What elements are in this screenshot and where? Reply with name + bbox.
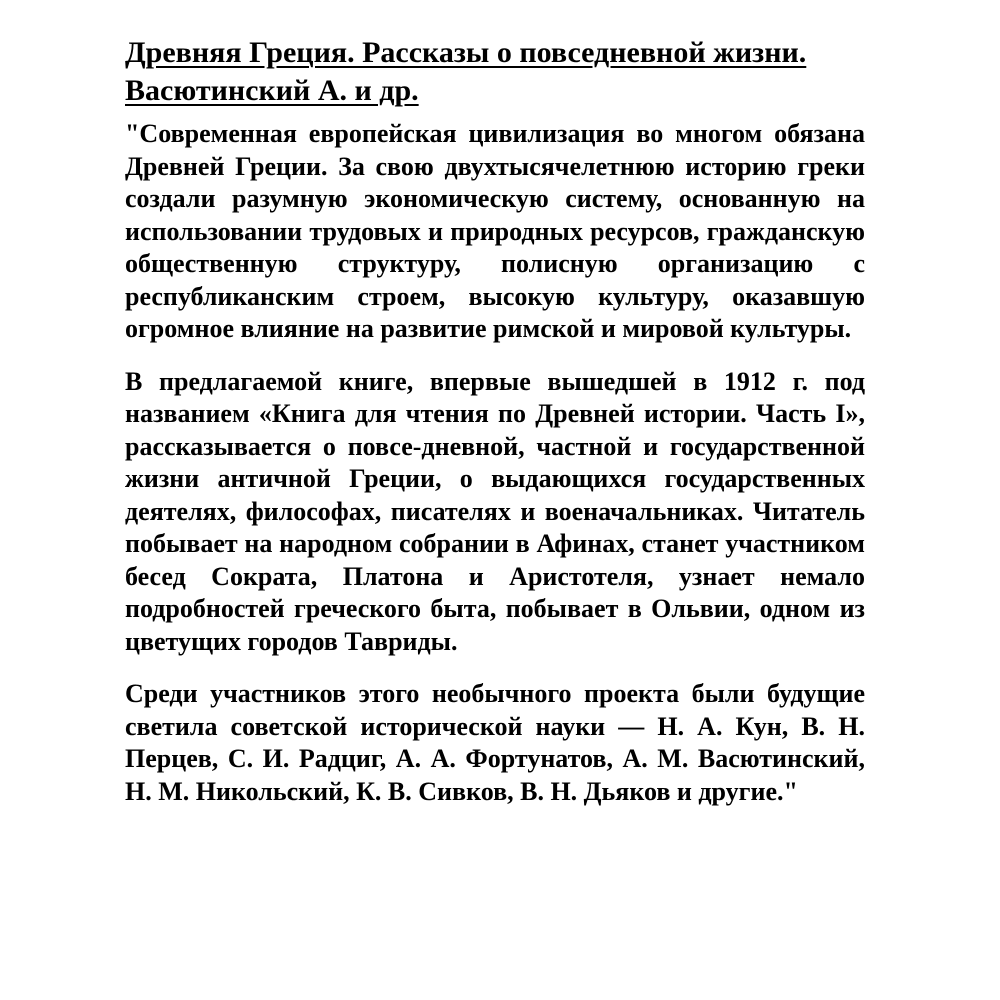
description-paragraph-2: В предлагаемой книге, впервые вышедшей в 1912 г. под названием «Книга для чтения по Древней истории. Часть I», рассказывается о повсе-дневной, частной и государственной жизни античной Греции, о выдающихся государственных деятелях, философах, писателях и военачальниках. Читатель побывает на народном собрании в Афинах, станет участником бесед Сократа, Платона и Аристотеля, узнает немало подробностей греческого быта, побывает в Ольвии, одном из цветущих городов Тавриды. bbox=[125, 366, 865, 656]
book-title bbox=[125, 34, 865, 110]
description-paragraph-1: "Современная европейская цивилизация во многом обязана Древней Греции. За свою двухтысячелетнюю историю греки создали разумную экономическую систему, основанную на использовании трудовых и природных ресурсов, гражданскую общественную структуру, полисную организацию с республиканским строем, высокую культуру, оказавшую огромное влияние на развитие римской и мировой культуры. bbox=[125, 119, 865, 343]
book-title-line-1: Древняя Греция. Рассказы о повседневной жизни. bbox=[125, 36, 807, 69]
document-page bbox=[125, 34, 865, 828]
description-paragraph-3: Среди участников этого необычного проекта были будущие светила советской исторической науки — Н. А. Кун, В. Н. Перцев, С. И. Радциг, А. А. Фортунатов, А. М. Васютинский, Н. М. Никольский, К. В. Сивков, В. Н. Дьяков и другие." bbox=[125, 679, 865, 806]
book-title-line-2: Васютинский А. и др. bbox=[125, 74, 419, 107]
